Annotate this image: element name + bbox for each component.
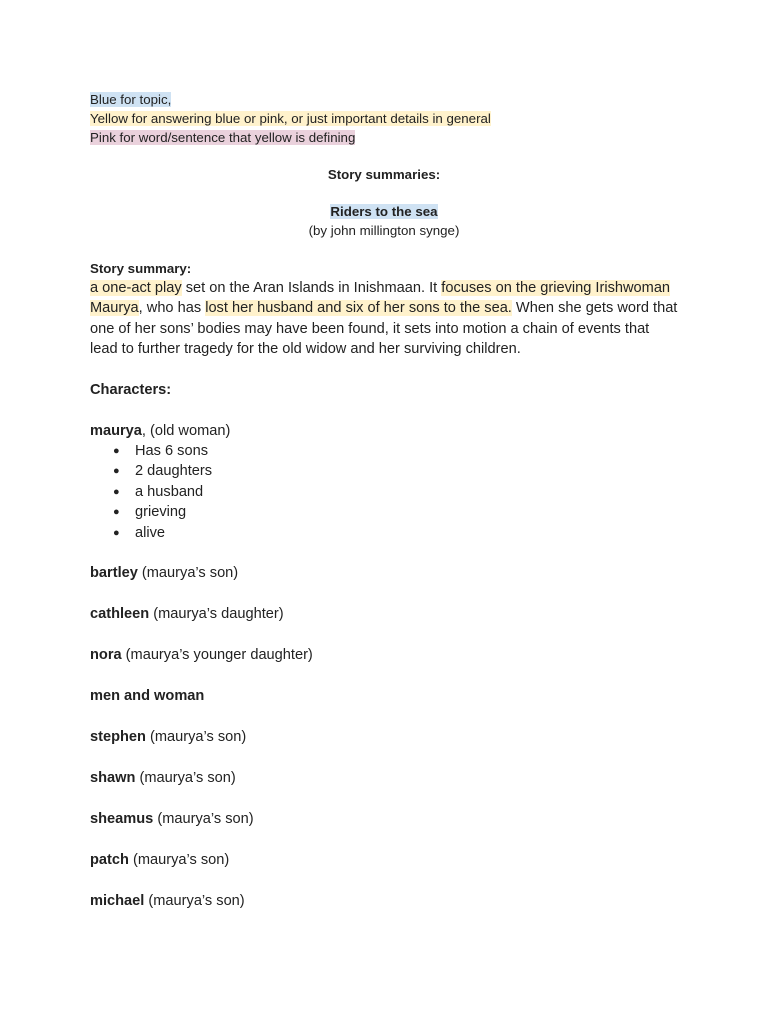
- character-desc: (maurya’s son): [153, 810, 254, 827]
- trait-text: grieving: [135, 504, 187, 521]
- legend-blue-line: [90, 90, 690, 109]
- character-name: men and woman: [90, 688, 205, 705]
- list-item: [113, 461, 690, 481]
- character-name: patch: [90, 851, 129, 868]
- character-name: sheamus: [90, 810, 154, 827]
- trait-text: a husband: [135, 483, 204, 500]
- story-title: Riders to the sea: [330, 204, 438, 219]
- character-name: nora: [90, 647, 122, 664]
- bullet-icon: ●: [113, 506, 120, 519]
- character-desc: (maurya’s son): [135, 770, 236, 786]
- character-entry: [90, 604, 690, 624]
- bullet-icon: ●: [113, 526, 120, 539]
- character-desc: (maurya’s daughter): [149, 606, 284, 623]
- bullet-icon: ●: [113, 465, 120, 478]
- character-desc: (maurya’s younger daughter): [121, 647, 313, 664]
- character-entry: [90, 727, 690, 747]
- character-desc: (maurya’s son): [145, 729, 247, 746]
- bullet-icon: ●: [113, 485, 120, 498]
- character-traits-list: [90, 441, 690, 543]
- list-item: [113, 482, 690, 502]
- legend-yellow-line: [90, 109, 690, 128]
- legend-pink-line: [90, 128, 690, 147]
- character-name: cathleen: [90, 606, 150, 623]
- summary-highlight-play: a one-act play: [90, 280, 182, 296]
- character-name: stephen: [90, 729, 146, 746]
- legend-blue-text: Blue for topic,: [90, 92, 172, 107]
- trait-text: 2 daughters: [135, 463, 213, 480]
- bullet-icon: ●: [113, 444, 120, 457]
- character-name: bartley: [90, 565, 138, 582]
- summary-paragraph: [90, 278, 680, 360]
- summary-text-rest: When she gets word that one of her sons’ bodies may have been found, it sets into motion a chain of events that lead to further tragedy for the old widow and her surviving children.: [90, 300, 678, 358]
- character-desc: (maurya’s son): [128, 851, 230, 868]
- character-desc: (maurya’s son): [144, 892, 245, 909]
- summary-highlight-focus: focuses on the grieving Irishwoman Maurya: [90, 280, 671, 317]
- summary-highlight-loss: lost her husband and six of her sons to the sea.: [205, 300, 512, 317]
- character-name: shawn: [90, 770, 136, 786]
- character-entry: [90, 563, 690, 583]
- document-page: [90, 90, 690, 911]
- list-item: [113, 523, 690, 543]
- summary-text-who: , who has: [138, 300, 206, 317]
- characters-heading: Characters:: [90, 381, 172, 398]
- summary-text-setting: set on the Aran Islands in Inishmaan. It: [181, 280, 442, 296]
- trait-text: Has 6 sons: [135, 442, 209, 459]
- legend-yellow-text: Yellow for answering blue or pink, or just important details in general: [90, 111, 491, 126]
- character-entry: [90, 891, 690, 911]
- character-entry: [90, 850, 690, 870]
- character-entry: [90, 421, 690, 543]
- section-heading: Story summaries:: [327, 167, 441, 182]
- character-name: maurya: [90, 422, 142, 439]
- character-entry: [90, 645, 690, 665]
- story-title-line: [90, 202, 678, 221]
- character-desc: , (old woman): [141, 422, 231, 439]
- character-entry: [90, 686, 690, 706]
- legend-pink-text: Pink for word/sentence that yellow is defining: [90, 130, 356, 145]
- character-entry: [90, 768, 690, 788]
- story-author: (by john millington synge): [308, 223, 460, 238]
- list-item: [113, 441, 690, 461]
- trait-text: alive: [135, 524, 166, 541]
- character-name: michael: [90, 892, 145, 909]
- summary-label: Story summary:: [90, 261, 192, 276]
- list-item: [113, 502, 690, 522]
- character-desc: (maurya’s son): [137, 565, 239, 582]
- character-entry: [90, 809, 690, 829]
